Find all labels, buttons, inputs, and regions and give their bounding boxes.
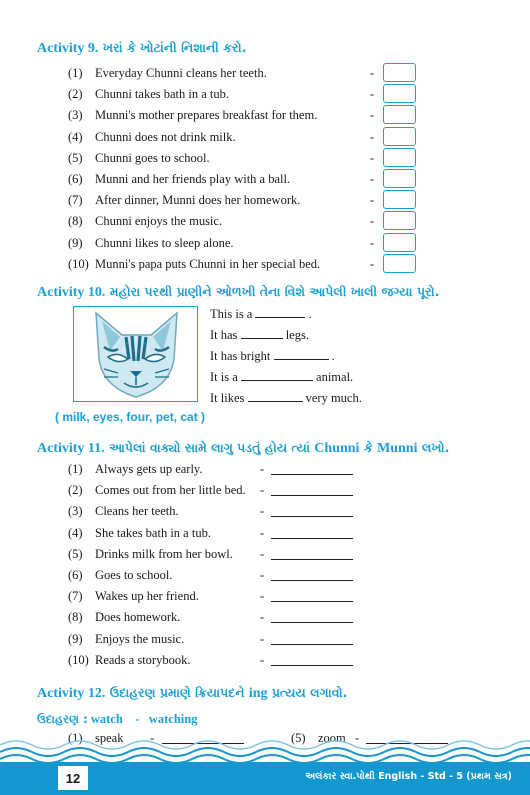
- activity-9-answer-box[interactable]: [383, 105, 416, 124]
- activity-9-answer-box[interactable]: [383, 148, 416, 167]
- activity-9-answer-box[interactable]: [383, 211, 416, 230]
- activity-11-item: [68, 568, 172, 583]
- activity-9-item: [68, 214, 222, 229]
- sentence-end: .: [308, 307, 312, 321]
- activity-10-sentence: [210, 328, 309, 343]
- activity-11-answer-line[interactable]: [271, 665, 353, 666]
- fill-blank[interactable]: [274, 350, 329, 360]
- cat-mask-image: [73, 306, 198, 402]
- activity-9-item: [68, 151, 210, 166]
- item-text: Comes out from her little bed.: [95, 483, 246, 498]
- activity-11-dash: -: [260, 462, 265, 476]
- page-number: 12: [58, 766, 88, 790]
- activity-9-title: Activity 9. ખરાં કે ખોટાંની નિશાની કરો.: [37, 40, 247, 56]
- item-text: Wakes up her friend.: [95, 589, 199, 604]
- activity-9-dash: -: [370, 235, 375, 250]
- activity-11-dash: -: [260, 504, 265, 519]
- activity-11-answer-line[interactable]: [271, 644, 353, 645]
- activity-11-dash: -: [260, 631, 265, 646]
- fill-blank[interactable]: [248, 392, 303, 402]
- activity-9-dash: -: [370, 193, 375, 208]
- activity-11-item: [68, 483, 246, 498]
- item-number: (4): [68, 525, 83, 540]
- activity-10-word-hint: ( milk, eyes, four, pet, cat ): [55, 410, 206, 424]
- cat-mask-icon: [74, 307, 198, 402]
- activity-11-answer-line[interactable]: [271, 495, 353, 496]
- activity-9-item: [68, 236, 234, 251]
- sentence-start: It has bright: [210, 349, 271, 363]
- activity-11-dash: -: [260, 652, 265, 667]
- item-number: (9): [68, 631, 83, 646]
- sentence-start: It is a: [210, 370, 238, 384]
- item-text: Munni and her friends play with a ball.: [95, 172, 291, 186]
- item-text: Chunni enjoys the music.: [95, 214, 223, 229]
- sentence-start: This is a: [210, 307, 253, 321]
- activity-9-dash: -: [370, 87, 375, 102]
- activity-11-dash: -: [260, 589, 265, 604]
- activity-9-dash: -: [370, 150, 375, 165]
- item-text: Everyday Chunni cleans her teeth.: [95, 66, 267, 80]
- sentence-start: It likes: [210, 391, 245, 405]
- item-number: (5): [68, 150, 83, 165]
- item-number: (2): [68, 483, 83, 498]
- activity-11-item: [68, 462, 203, 477]
- item-text: Chunni goes to school.: [95, 150, 210, 165]
- activity-11-dash: -: [260, 610, 265, 625]
- item-number: (8): [68, 214, 83, 229]
- activity-11-item: [68, 526, 211, 541]
- activity-9-item: [68, 193, 300, 208]
- sentence-end: .: [331, 349, 335, 363]
- activity-11-title: Activity 11. આપેલાં વાક્યો સામે લાગુ પડતું હોય ત્યાં Chunni કે Munni લખો.: [37, 440, 450, 456]
- activity-9-item: [68, 257, 320, 272]
- item-number: (5): [68, 546, 83, 561]
- sentence-start: It has: [210, 328, 238, 342]
- activity-9-answer-box[interactable]: [383, 84, 416, 103]
- activity-12-item-5: (5) zoom: [291, 731, 346, 745]
- item-number: (1): [68, 66, 83, 80]
- activity-11-item: [68, 653, 190, 668]
- item-text: Always gets up early.: [95, 462, 203, 476]
- activity-11-answer-line[interactable]: [271, 622, 353, 623]
- activity-9-answer-box[interactable]: [383, 254, 416, 273]
- sentence-end: animal.: [316, 370, 354, 384]
- item-text: She takes bath in a tub.: [95, 525, 211, 540]
- activity-11-answer-line[interactable]: [271, 580, 353, 581]
- fill-blank[interactable]: [241, 329, 283, 339]
- item-number: (9): [68, 235, 83, 250]
- activity-11-answer-line[interactable]: [271, 474, 353, 475]
- item-text: Does homework.: [95, 610, 181, 625]
- activity-9-answer-box[interactable]: [383, 63, 416, 82]
- activity-9-dash: -: [370, 108, 375, 123]
- activity-12-dash-5: -: [355, 731, 360, 745]
- item-text: Cleans her teeth.: [95, 504, 179, 519]
- activity-12-dash-1: -: [150, 731, 155, 745]
- fill-blank[interactable]: [241, 371, 313, 381]
- sentence-end: very much.: [305, 391, 362, 405]
- activity-11-answer-line[interactable]: [271, 516, 353, 517]
- activity-9-answer-box[interactable]: [383, 127, 416, 146]
- activity-12-example: ઉદાહરણ : watch - watching: [37, 712, 198, 726]
- activity-9-dash: -: [370, 129, 375, 144]
- activity-10-sentence: [210, 307, 312, 322]
- item-text: Reads a storybook.: [95, 652, 191, 667]
- item-text: Munni's mother prepares breakfast for them.: [95, 108, 318, 123]
- item-number: (10): [68, 652, 89, 667]
- activity-9-answer-box[interactable]: [383, 233, 416, 252]
- activity-11-answer-line[interactable]: [271, 559, 353, 560]
- item-number: (8): [68, 610, 83, 625]
- item-number: (6): [68, 568, 83, 582]
- activity-11-item: [68, 547, 233, 562]
- item-text: Goes to school.: [95, 568, 173, 582]
- item-text: Chunni takes bath in a tub.: [95, 87, 230, 102]
- item-text: Chunni likes to sleep alone.: [95, 235, 234, 250]
- item-text: Drinks milk from her bowl.: [95, 546, 233, 561]
- footer-book-title: અલંકાર સ્વા.પોથી English - Std - 5 (પ્રથમ સત્ર): [305, 771, 512, 782]
- activity-12-title: Activity 12. ઉદાહરણ પ્રમાણે ક્રિયાપદને ing પ્રત્યય લગાવો.: [37, 685, 348, 701]
- activity-11-item: [68, 589, 199, 604]
- item-text: After dinner, Munni does her homework.: [95, 193, 301, 208]
- item-number: (7): [68, 193, 83, 208]
- activity-9-dash: -: [370, 172, 375, 186]
- activity-11-dash: -: [260, 568, 265, 582]
- activity-9-item: [68, 66, 267, 81]
- item-number: (3): [68, 108, 83, 123]
- activity-9-item: [68, 172, 290, 187]
- item-number: (4): [68, 129, 83, 144]
- activity-9-item: [68, 108, 317, 123]
- activity-9-item: [68, 87, 229, 102]
- sentence-end: legs.: [285, 328, 309, 342]
- activity-11-dash: -: [260, 546, 265, 561]
- activity-10-title: Activity 10. મહોરા પરથી પ્રાણીને ઓળખી તેના વિશે આપેલી ખાલી જગ્યા પૂરો.: [37, 284, 440, 300]
- activity-11-item: [68, 504, 179, 519]
- activity-11-answer-line[interactable]: [271, 538, 353, 539]
- activity-11-item: [68, 610, 180, 625]
- activity-10-sentence: [210, 391, 362, 406]
- item-number: (10): [68, 256, 89, 271]
- activity-9-dash: -: [370, 214, 375, 229]
- activity-11-dash: -: [260, 525, 265, 540]
- activity-9-item: [68, 130, 236, 145]
- activity-9-dash: -: [370, 66, 375, 80]
- item-number: (3): [68, 504, 83, 519]
- activity-9-answer-box[interactable]: [383, 169, 416, 188]
- item-text: Enjoys the music.: [95, 631, 185, 646]
- item-text: Chunni does not drink milk.: [95, 129, 236, 144]
- activity-10-sentence: [210, 370, 353, 385]
- activity-12-item-1: (1) speak: [68, 731, 124, 745]
- item-number: (2): [68, 87, 83, 102]
- activity-9-answer-box[interactable]: [383, 190, 416, 209]
- activity-9-dash: -: [370, 256, 375, 271]
- activity-11-answer-line[interactable]: [271, 601, 353, 602]
- item-number: (1): [68, 462, 83, 476]
- item-number: (7): [68, 589, 83, 604]
- activity-11-item: [68, 632, 184, 647]
- item-number: (6): [68, 172, 83, 186]
- item-text: Munni's papa puts Chunni in her special bed.: [95, 256, 321, 271]
- activity-11-dash: -: [260, 483, 265, 498]
- activity-10-sentence: [210, 349, 335, 364]
- fill-blank[interactable]: [255, 308, 305, 318]
